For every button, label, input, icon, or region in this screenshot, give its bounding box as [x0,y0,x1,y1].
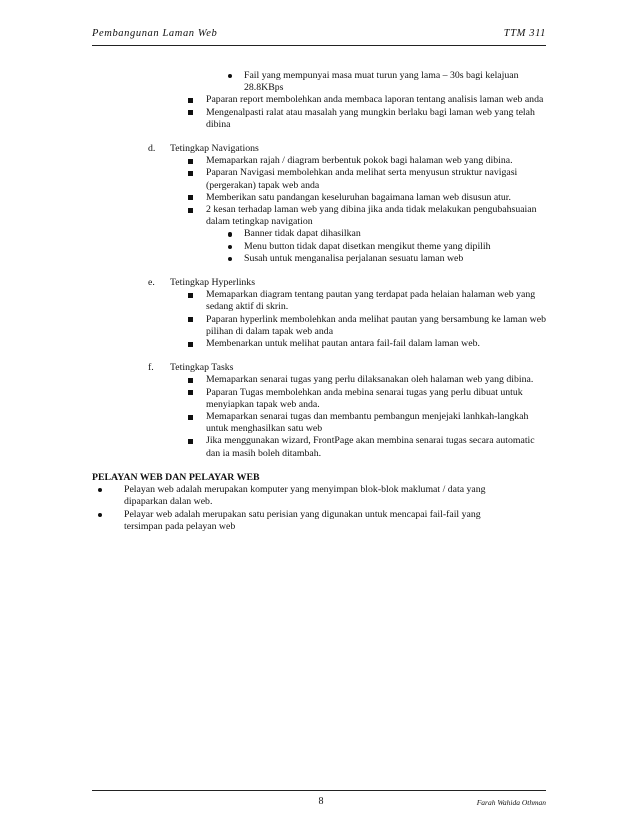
list-item-text: Memaparkan diagram tentang pautan yang terdapat pada helaian halaman web yang sedang aktif di skrin. [206,289,536,313]
bullet-dot-icon [228,70,232,83]
bullet-square-icon [188,167,193,180]
list-item [0,204,638,228]
list-item [0,289,638,313]
bullet-dot-icon [98,484,102,497]
section-letter: e. [148,277,155,289]
list-item-text: Pelayan web adalah merupakan komputer yang menyimpan blok-blok maklumat / data yang dipaparkan dalan web. [124,484,486,508]
section-letter: f. [148,362,154,374]
bullet-square-icon [188,94,193,107]
bullet-square-icon [188,411,193,424]
bullet-dot-icon [98,509,102,522]
bullet-square-icon [188,338,193,351]
section-title: Tetingkap Hyperlinks [170,277,256,289]
list-item-text: Paparan report membolehkan anda membaca laporan tentang analisis laman web anda [206,94,544,106]
bullet-square-icon [188,435,193,448]
bullet-square-icon [188,289,193,302]
page-content [0,70,638,533]
section-heading: PELAYAN WEB DAN PELAYAR WEB [92,471,260,483]
bullet-square-icon [188,107,193,120]
list-item-text: Mengenalpasti ralat atau masalah yang mungkin berlaku bagi laman web yang telah dibina [206,106,535,130]
list-item [0,411,638,435]
list-item-text: Membenarkan untuk melihat pautan antara fail-fail dalam laman web. [206,338,480,350]
list-item [0,228,638,240]
list-item-text: Memaparkan senarai tugas dan membantu pembangun menjejaki lanhkah-langkah untuk menghasilkan satu web [206,411,529,435]
list-item [0,509,638,533]
list-item [0,107,638,131]
list-item-text: Fail yang mempunyai masa muat turun yang lama – 30s bagi kelajuan 28.8KBps [244,70,519,94]
section-d-heading [0,143,638,155]
bullet-dot-icon [228,241,232,254]
footer-rule [92,790,546,791]
list-item-text: Paparan hyperlink membolehkan anda melihat pautan yang bersambung ke laman web pilihan di dalam tapak web anda [206,313,546,337]
bullet-dot-icon [228,253,232,266]
list-item-text: Banner tidak dapat dihasilkan [244,228,361,240]
list-item-text: Paparan Navigasi membolehkan anda melihat serta menyusun struktur navigasi (pergerakan) tapak web anda [206,167,518,191]
bullet-square-icon [188,155,193,168]
section-title: Tetingkap Navigations [170,143,259,155]
list-item-text: 2 kesan terhadap laman web yang dibina jika anda tidak melakukan pengubahsuaian dalam tetingkap navigation [206,204,537,228]
section-f-heading [0,362,638,374]
list-item-text: Pelayar web adalah merupakan satu perisian yang digunakan untuk mencapai fail-fail yang tersimpan pada pelayan web [124,508,481,532]
page-header [92,28,546,44]
page-number: 8 [318,796,324,807]
list-item-text: Memaparkan rajah / diagram berbentuk pokok bagi halaman web yang dibina. [206,155,513,167]
list-item-text: Jika menggunakan wizard, FrontPage akan membina senarai tugas secara automatic dan ia masih boleh ditambah. [206,435,535,459]
section-title: Tetingkap Tasks [170,362,234,374]
list-item [0,155,638,167]
list-item-text: Memberikan satu pandangan keseluruhan bagaimana laman web disusun atur. [206,191,511,203]
bullet-dot-icon [228,228,232,241]
bullet-square-icon [188,387,193,400]
section-e-heading [0,277,638,289]
list-item-text: Menu button tidak dapat disetkan mengikut theme yang dipilih [244,240,491,252]
list-item [0,192,638,204]
list-item [0,374,638,386]
bullet-square-icon [188,374,193,387]
header-title: Pembangunan Laman Web [92,28,218,39]
section-letter: d. [148,143,156,155]
list-item [0,253,638,265]
list-item [0,241,638,253]
list-item-text: Paparan Tugas membolehkan anda mebina senarai tugas yang perlu dibuat untuk menyiapkan tapak web anda. [206,386,523,410]
list-item [0,387,638,411]
bullet-square-icon [188,192,193,205]
footer-author: Farah Wahida Othman [476,798,546,807]
list-item [0,338,638,350]
list-item [0,70,638,94]
bullet-square-icon [188,204,193,217]
bullet-square-icon [188,314,193,327]
header-rule [92,45,546,46]
list-item [0,484,638,508]
list-item [0,435,638,459]
list-item [0,314,638,338]
list-item [0,167,638,191]
list-item-text: Susah untuk menganalisa perjalanan sesuatu laman web [244,252,464,264]
list-item [0,94,638,106]
list-item-text: Memaparkan senarai tugas yang perlu dilaksanakan oleh halaman web yang dibina. [206,374,534,386]
header-course-code: TTM 311 [503,28,546,39]
